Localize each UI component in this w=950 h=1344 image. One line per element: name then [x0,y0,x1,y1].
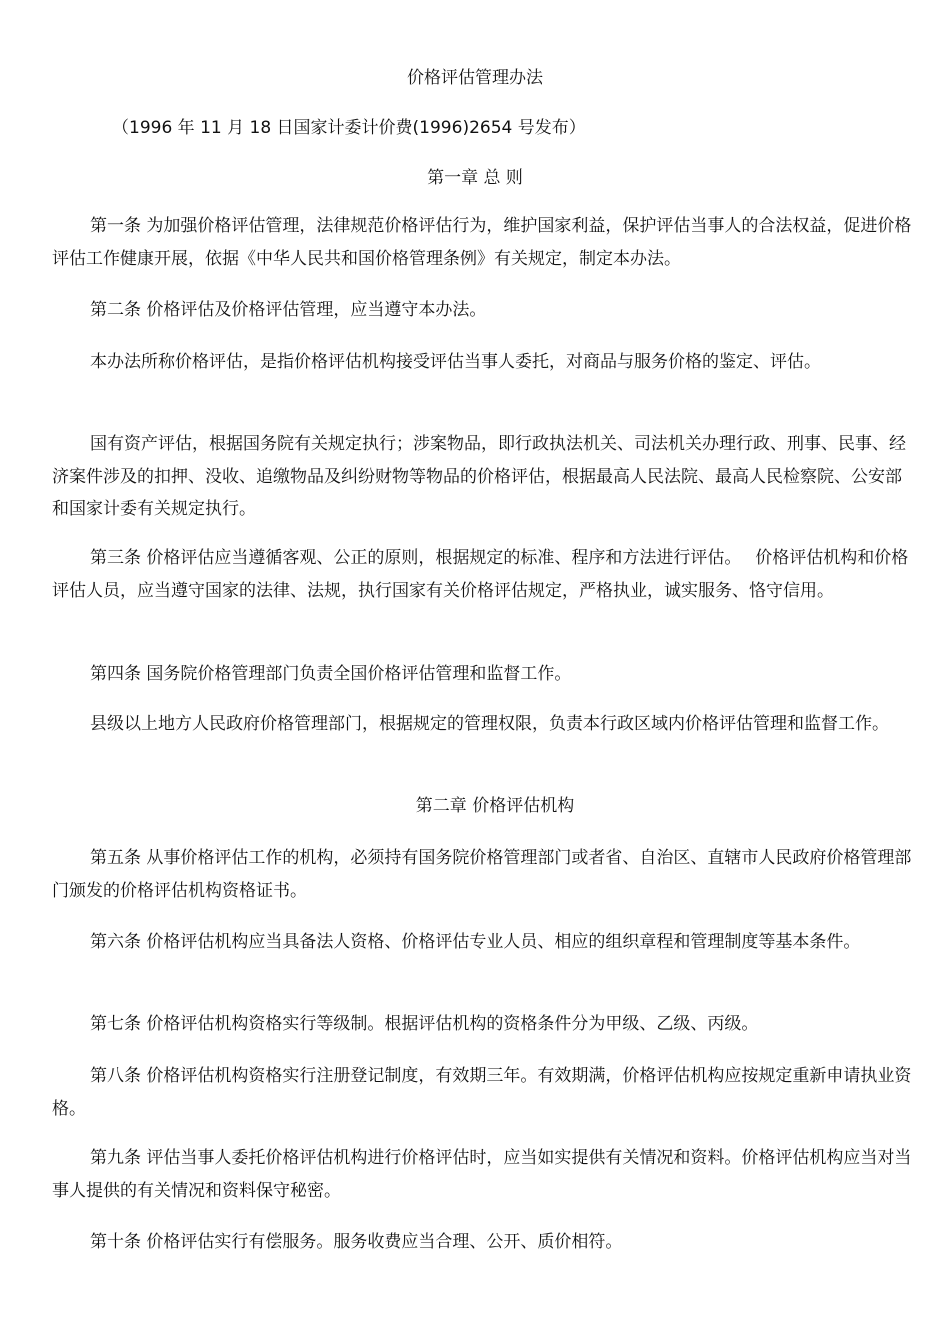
article-5-paragraph: 第五条 从事价格评估工作的机构，必须持有国务院价格管理部门或者省、自治区、直辖市人民政府价格管理部门颁发的价格评估机构资格证书。 [52,848,912,901]
article-6-paragraph: 第六条 价格评估机构应当具备法人资格、价格评估专业人员、相应的组织章程和管理制度等基本条件。 [90,932,861,952]
article-2-paragraph: 第二条 价格评估及价格评估管理，应当遵守本办法。 [90,300,487,320]
local-supervision-paragraph: 县级以上地方人民政府价格管理部门，根据规定的管理权限，负责本行政区域内价格评估管理和监督工作。 [90,714,889,734]
document-subtitle: （1996 年 11 月 18 日国家计委计价费(1996)2654 号发布） [112,118,586,138]
article-9-paragraph: 第九条 评估当事人委托价格评估机构进行价格评估时，应当如实提供有关情况和资料。价格评估机构应当对当事人提供的有关情况和资料保守秘密。 [52,1148,912,1201]
article-4-paragraph: 第四条 国务院价格管理部门负责全国价格评估管理和监督工作。 [90,664,572,684]
article-10-paragraph: 第十条 价格评估实行有偿服务。服务收费应当合理、公开、质价相符。 [90,1232,623,1252]
chapter-heading-2: 第二章 价格评估机构 [415,796,575,816]
document-title: 价格评估管理办法 [407,68,543,88]
article-8-paragraph: 第八条 价格评估机构资格实行注册登记制度，有效期三年。有效期满，价格评估机构应按规定重新申请执业资格。 [52,1066,912,1119]
definition-paragraph: 本办法所称价格评估，是指价格评估机构接受评估当事人委托，对商品与服务价格的鉴定、评估。 [90,352,821,372]
article-3-paragraph: 第三条 价格评估应当遵循客观、公正的原则，根据规定的标准、程序和方法进行评估。 价格评估机构和价格评估人员，应当遵守国家的法律、法规，执行国家有关价格评估规定，严格执业，诚实服务、恪守信用。 [52,548,909,601]
article-7-paragraph: 第七条 价格评估机构资格实行等级制。根据评估机构的资格条件分为甲级、乙级、丙级。 [90,1014,759,1034]
scope-exclusion-paragraph: 国有资产评估，根据国务院有关规定执行；涉案物品，即行政执法机关、司法机关办理行政、刑事、民事、经济案件涉及的扣押、没收、追缴物品及纠纷财物等物品的价格评估，根据最高人民法院、最高人民检察院、公安部和国家计委有关规定执行。 [52,434,906,519]
chapter-heading-1: 第一章 总 则 [427,168,523,188]
article-1-paragraph: 第一条 为加强价格评估管理，法律规范价格评估行为，维护国家利益，保护评估当事人的合法权益，促进价格评估工作健康开展，依据《中华人民共和国价格管理条例》有关规定，制定本办法。 [52,216,912,269]
